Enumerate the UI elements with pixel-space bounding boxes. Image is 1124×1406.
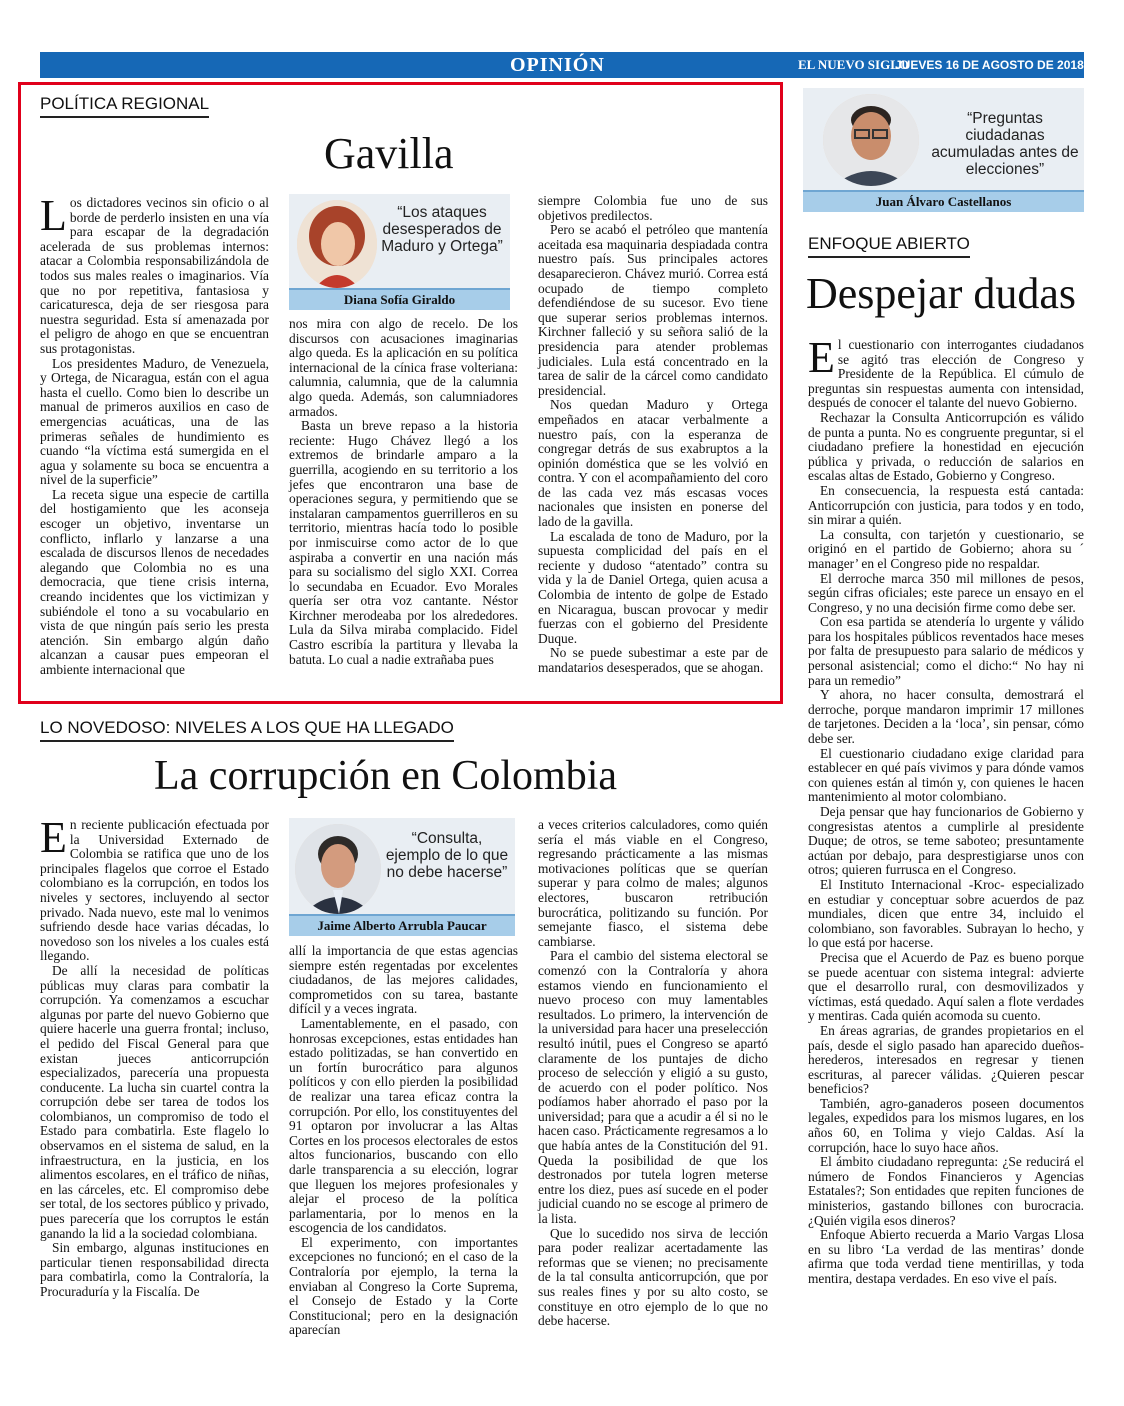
paragraph: Para el cambio del sistema electoral se comenzó con la Contraloría y ahora estamos viendo en funcionamiento el nuevo proceso con muy lamentables resultados. Lo primero, la intervención de la universidad para hacer una preselección resultó inútil, pues el Congreso se apartó claramente de los puntajes de dicho proceso de selección y eligió a su gusto, de acuerdo con el poder político. Nos podíamos haber ahorrado el paso por la universidad; para que a acudir a él si no le hacen caso. Prácticamente regresamos a lo que había antes de la Constitución del 91. Queda la posibilidad de que los destronados por tutela logren meterse entre los diez, pues así sucede en el poder judicial cuando no se escoge al primero de la lista. [538, 948, 768, 1227]
paragraph: El experimento, con importantes excepciones no funcionó; en el caso de la Contraloría por ejemplo, la terna la enviaban al Congreso la Corte Suprema, el Consejo de Estado y la Corte Constitucional; pero en la designación aparecían [289, 1234, 518, 1338]
article2-column-3 [538, 818, 768, 1329]
article2-column-1 [40, 813, 269, 1300]
article2-title: La corrupción en Colombia [154, 753, 618, 799]
article1-quote-box [289, 194, 510, 308]
article1-title: Gavilla [324, 129, 454, 178]
issue-date: JUEVES 16 DE AGOSTO DE 2018 [895, 58, 1084, 72]
author-name: Juan Álvaro Castellanos [803, 190, 1084, 212]
pull-quote: “Los ataques desesperados de Maduro y Ortega” [381, 204, 503, 255]
article1-column-1 [40, 191, 269, 678]
paragraph: Precisa que el Acuerdo de Paz es bueno porque se puede acentuar con sistema integral: advierte que el desarrollo rural, con desmovilizados y víctimas, está quedado. Aquí salen a flote verdades y mentiras. Cada quién acomoda su cuento. [808, 949, 1084, 1024]
dropcap: E [808, 333, 835, 382]
paragraph: No se puede subestimar a este par de mandatarios desesperados, que se ahogan. [538, 645, 768, 675]
portrait-photo [295, 824, 381, 914]
paragraph: Sin embargo, algunas instituciones en particular tienen responsabilidad directa para combatirla, como la Contraloría, la Procuraduría y la Fiscalía. De [40, 1240, 269, 1299]
pull-quote: “Consulta, ejemplo de lo que no debe hacerse” [385, 830, 509, 881]
paragraph: El cuestionario ciudadano exige claridad para establecer en qué país vivimos y para dónde vamos con quienes están al timón y, con quienes le hacen mantenimiento al motor colombiano. [808, 745, 1084, 805]
paragraph: Basta un breve repaso a la historia reciente: Hugo Chávez llegó a los extremos de brindarle amparo a la guerrilla, acogiendo en su territorio a los jefes que encontraron una base de operaciones segura, y permitiendo que se instalaran campamentos guerrilleros en su territorio, mientras hacía todo lo posible por inmiscuirse como actor de lo que aspiraba a convertir en una nación más para su socialismo del siglo XXI. Correa lo secundaba en Ecuador. Evo Morales quería ser otra voz cantante. Néstor Kirchner merodeaba por los alrededores. Lula da Silva miraba complacido. Fidel Castro escribía la partitura y llevaba la batuta. Lo cual a nadie extrañaba pues [289, 418, 518, 667]
newspaper-name: EL NUEVO SIGLO [798, 57, 909, 72]
article2-kicker: LO NOVEDOSO: NIVELES A LOS QUE HA LLEGADO [40, 718, 454, 742]
paragraph: Y ahora, no hacer consulta, demostrará el derroche, porque mandaron imprimir 17 millones de tarjetones. Deciden a la ‘loca’, sin pensar, cómo debe ser. [808, 687, 1084, 747]
paragraph: Rechazar la Consulta Anticorrupción es válido de punta a punta. No es congruente preguntar, si el ciudadano prefiere la honestidad en ejecución pública y privada, o reducción de salarios en escalas altas de Estado, Gobierno y Congreso. [808, 409, 1084, 484]
article1-column-3 [538, 194, 768, 676]
paragraph: En áreas agrarias, de grandes propietarios en el país, desde el siglo pasado han aparecido dueños-herederos, interesados en regresar y tienen escrituras, al parecer válidas. ¿Quieren pescar beneficios? [808, 1022, 1084, 1097]
portrait-photo [823, 94, 919, 186]
author-portrait [297, 200, 377, 288]
page-header-bar [40, 52, 1121, 78]
page-number: 9A [1094, 53, 1121, 76]
paragraph: El ámbito ciudadano repregunta: ¿Se reducirá el número de Fondos Financieros y Agencias Estatales?; Son entidades que repiten funciones de ministerios, gastando billones con burocracia. ¿Quién vigila esos dineros? [808, 1154, 1084, 1228]
paragraph: Nos quedan Maduro y Ortega empeñados en atacar verbalmente a nuestro país, con la esperanza de congregar detrás de sus exabruptos a la opinión doméstica que se les volvió en contra. Y con el acompañamiento del coro de las cada vez más escasas voces nacionales que insisten en ponerse del lado de la gavilla. [538, 397, 768, 530]
article3-title: Despejar dudas [806, 269, 1077, 318]
article1-kicker: POLÍTICA REGIONAL [40, 94, 209, 118]
paragraph: El Instituto Internacional -Kroc- especializado en estudiar y conceptuar sobre acuerdos de paz mundiales, dicen que entre 34, incluido el colombiano, son favorables. Subrayan lo hecho, y lo que está por hacerse. [808, 876, 1084, 951]
paragraph: nos mira con algo de recelo. De los discursos con acusaciones imaginarias algo queda. Es la aplicación en su política internacional de la cínica frase volteriana: calumnia, calumnia, que de la calumnia algo queda. Además, son calumniadores armados. [289, 316, 518, 419]
pull-quote: “Preguntas ciudadanas acumuladas antes de elecciones” [931, 110, 1079, 178]
author-name: Jaime Alberto Arrubla Paucar [289, 914, 515, 936]
dropcap: E [40, 813, 67, 862]
paragraph: Enfoque Abierto recuerda a Mario Vargas Llosa en su libro ‘La verdad de las mentiras’ donde afirma que toda verdad tiene mentirillas, y toda mentira, destapa verdades. En eso vive el país. [808, 1227, 1084, 1286]
section-title: OPINIÓN [510, 54, 605, 76]
article3-kicker: ENFOQUE ABIERTO [808, 234, 970, 258]
article1-column-2 [289, 317, 518, 667]
paragraph: allí la importancia de que estas agencias siempre estén regentadas por excelentes ciudadanos, de las mejores calidades, comprometidos con su tarea, bastante difícil y a veces ingrata. [289, 943, 518, 1017]
article3-column [808, 333, 1084, 1287]
paragraph: La consulta, con tarjetón y cuestionario, se originó en el partido de Gobierno; ahora su ´ manager’ en el Congreso pide no respaldar. [808, 526, 1084, 571]
article2-quote-box [289, 818, 515, 936]
paragraph: De allí la necesidad de políticas públicas muy claras para combatir la corrupción. Ya comenzamos a escuchar algunas por parte del nuevo Gobierno que quiere hacerle una guerra frontal; incluso, el pedido del Fiscal General para que existan jueces anticorrupción especializados, parecería una propuesta conducente. La lucha sin cuartel contra la corrupción debe ser tarea de todos los colombianos, un compromiso de todo el Estado para combatirla. Este flagelo lo observamos en el sistema de salud, en la infraestructura, en la justicia, en los alimentos escolares, en el tráfico de niñas, en las cárceles, etc. El compromiso debe ser total, de los sectores público y privado, pues parecería que los corruptos le están ganando la lid a la sociedad colombiana. [40, 962, 269, 1241]
article2-column-2 [289, 944, 518, 1338]
paragraph: La receta sigue una especie de cartilla del hostigamiento que les aconseja escoger un objetivo, inventarse un conflicto, inflarlo y lanzarse a una escalada de discursos llenos de necedades alegando que Colombia no es una democracia, que tiene crisis interna, creando incidentes que los victimizan y subiéndole el tono a su vocabulario en vista de que ningún país serio les presta atención. Sin embargo algún daño alcanzan a causar pues empeoran el ambiente internacional que [40, 486, 269, 677]
author-portrait [823, 94, 919, 186]
portrait-photo [297, 200, 377, 288]
paragraph: os dictadores vecinos sin oficio o al borde de perderlo insisten en una vía para escapar de la degradación acelerada de sus problemas internos: atacar a Colombia responsabilizándola de todos sus males reales o imaginarios. Vía que no por repetitiva, fantasiosa y caricaturesca, deja de ser riesgosa para nuestra seguridad. Esta sí amenazada por el peligro de ahogo en que se encuentran sus protagonistas. [40, 195, 269, 356]
paragraph: siempre Colombia fue uno de sus objetivos predilectos. [538, 193, 768, 223]
author-portrait [295, 824, 381, 914]
paragraph: En consecuencia, la respuesta está cantada: Anticorrupción con justicia, para todos y en todo, sin mirar a quién. [808, 482, 1084, 528]
paragraph: Con esa partida se atendería lo urgente y válido para los hospitales públicos reventados hace meses por falta de presupuesto para salario de médicos y personal asistencial; como el dicho:“ No hay ni para un remedio” [808, 614, 1084, 688]
paragraph: Pero se acabó el petróleo que mantenía aceitada esa maquinaria despiadada contra nuestro país. Sus principales actores desaparecieron. Chávez murió. Correa está ocupado de tiempo completo defendiéndose de su sucesor. Evo tiene que superar serios problemas internos. Kirchner falleció y su señora salió de la presidencia para atender problemas judiciales. Lula está concentrado en la tarea de salir de la cárcel como candidato presidencial. [538, 222, 768, 398]
paragraph: Lamentablemente, en el pasado, con honrosas excepciones, estas entidades han estado politizadas, se han convertido en un fortín burocrático para algunos políticos y con ello pierden la posibilidad de realizar una tarea eficaz contra la corrupción. Por ello, los constituyentes del 91 optaron por involucrar a las Altas Cortes en los procesos electorales de estos altos funcionarios, buscando con ello darle transparencia a su elección, lograr que lleguen los mejores profesionales y alejar el proceso de la política parlamentaria, por lo menos en la escogencia de los candidatos. [289, 1015, 518, 1236]
paragraph: Deja pensar que hay funcionarios de Gobierno y congresistas atentos a cumplirle al presidente Duque; de otros, se teme saboteo; presuntamente actúan por debajo, para desprestigiarse unos con otros; quieren furrusca en el Congreso. [808, 804, 1084, 878]
paragraph: La escalada de tono de Maduro, por la supuesta complicidad del país en el reciente y dudoso “atentado” contra su vida y la de Daniel Ortega, quien acusa a Colombia de intento de golpe de Estado en Nicaragua, buscan provocar y medir fuerzas con el gobierno del Presidente Duque. [538, 528, 768, 646]
paragraph: n reciente publicación efectuada por la Universidad Externado de Colombia se ratifica que uno de los principales flagelos que corroe el Estado colombiano es la corrupción, en todos los niveles y sectores, incluyendo al sector privado. Nada nuevo, este mal lo venimos sufriendo desde hace varias décadas, lo novedoso son los niveles a los cuales está llegando. [40, 817, 269, 964]
paragraph: Que lo sucedido nos sirva de lección para poder realizar acertadamente las reformas que se vienen; no precisamente de la tal consulta anticorrupción, que por sus reales fines y por su alto costo, se constituye en otro ejemplo de lo que no debe hacerse. [538, 1225, 768, 1329]
article3-quote-box [803, 88, 1084, 212]
paragraph: Los presidentes Maduro, de Venezuela, y Ortega, de Nicaragua, están con el agua hasta el cuello. Como bien lo describe un manual de primeros auxilios en caso de emergencias acuáticas, una de las primeras señales de hundimiento es cuando “la víctima está sumergida en el agua y solamente su boca se encuentra a nivel de la superficie” [40, 355, 269, 488]
paragraph: l cuestionario con interrogantes ciudadanos se agitó tras elección de Congreso y Presidente de la República. El cúmulo de preguntas sin respuestas aumenta con intensidad, después de conocer el talante del nuevo Gobierno. [808, 337, 1084, 411]
dropcap: L [40, 191, 67, 240]
paragraph: a veces criterios calculadores, como quién sería el más viable en el Congreso, regresando prácticamente a las mismas motivaciones políticas que se querían superar y para colmo de males; algunos electores, buscaron retribución burocrática, politizando su función. Por semejante fiasco, el sistema debe cambiarse. [538, 817, 768, 949]
paragraph: El derroche marca 350 mil millones de pesos, según cifras oficiales; este parece un ensayo en el Congreso, y no una decisión firme como debe ser. [808, 570, 1084, 615]
paragraph: También, agro-ganaderos poseen documentos legales, expedidos para los mismos lugares, en los años 60, en Tolima y viejo Caldas. Así la corrupción, hace lo suyo hace años. [808, 1095, 1084, 1155]
author-name: Diana Sofía Giraldo [289, 288, 510, 310]
